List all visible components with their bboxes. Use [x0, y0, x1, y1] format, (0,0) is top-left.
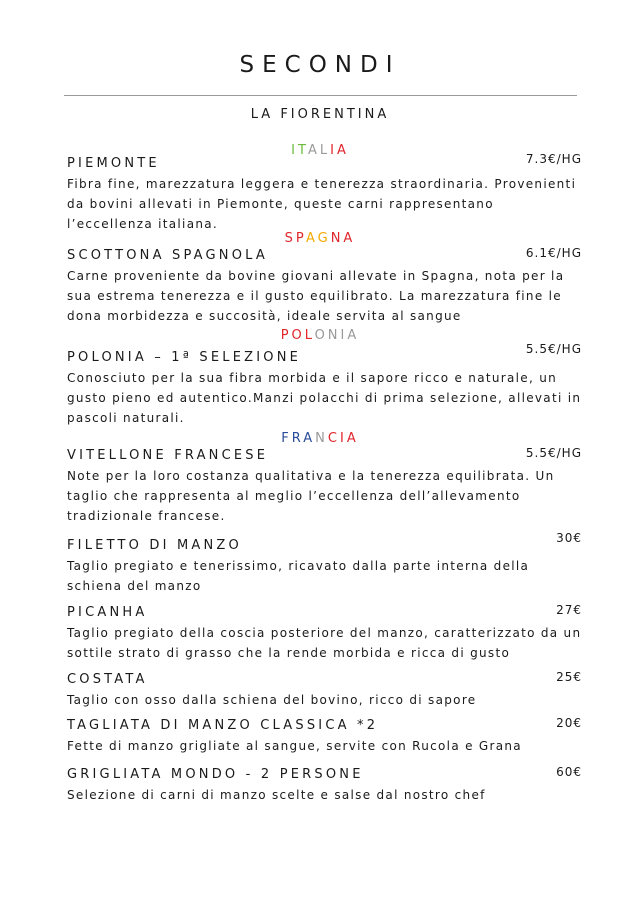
item-description: Selezione di carni di manzo scelte e salse dal nostro chef	[67, 788, 486, 802]
menu-item	[67, 716, 582, 756]
item-description: Fibra fine, marezzatura leggera e tenerezza straordinaria. Provenienti da bovini allevati in Piemonte, queste carni rappresentano l’eccellenza italiana.	[67, 177, 577, 231]
country-letter: R	[291, 431, 304, 446]
item-price: 6.1€/HG	[525, 246, 582, 260]
item-name: PICANHA	[67, 605, 148, 620]
item-price: 5.5€/HG	[525, 342, 582, 356]
item-description: Taglio pregiato e tenerissimo, ricavato dalla parte interna della schiena del manzo	[67, 559, 530, 593]
item-description: Conosciuto per la sua fibra morbida e il sapore ricco e naturale, un gusto pieno ed autentico.Manzi polacchi di prima selezione, allevati in pascoli naturali.	[67, 371, 582, 425]
item-name: COSTATA	[67, 672, 148, 687]
item-price: 7.3€/HG	[525, 152, 582, 166]
menu-item	[67, 446, 582, 526]
country-letter: N	[330, 231, 344, 246]
item-description: Carne proveniente da bovine giovani allevate in Spagna, nota per la sua estrema tenerezza e il gusto equilibrato. La marezzatura fine le dona morbidezza e succosità, ideale servita al sangue	[67, 269, 565, 323]
country-letter: P	[280, 328, 292, 343]
item-price: 5.5€/HG	[525, 446, 582, 460]
item-name: GRIGLIATA MONDO - 2 PERSONE	[67, 767, 364, 782]
item-description: Taglio pregiato della coscia posteriore del manzo, caratterizzato da un sottile strato di grasso che la rende morbida e ricca di gusto	[67, 626, 582, 660]
country-francia	[0, 431, 640, 446]
menu-item	[67, 670, 582, 710]
country-letter: A	[343, 231, 356, 246]
menu-item	[67, 154, 582, 234]
item-name: SCOTTONA SPAGNOLA	[67, 248, 268, 263]
section-subtitle: LA FIORENTINA	[250, 107, 390, 122]
menu-item	[67, 531, 582, 596]
country-letter: P	[295, 231, 306, 246]
country-polonia	[0, 328, 640, 343]
country-letter: L	[319, 143, 331, 158]
country-letter: N	[315, 431, 328, 446]
item-name: TAGLIATA DI MANZO CLASSICA *2	[67, 718, 379, 733]
item-price: 20€	[556, 716, 582, 730]
menu-item	[67, 603, 582, 663]
country-letter: I	[339, 431, 347, 446]
item-name: FILETTO DI MANZO	[67, 538, 242, 553]
country-letter: L	[304, 328, 315, 343]
country-letter: A	[346, 431, 359, 446]
item-name: POLONIA – 1ª SELEZIONE	[67, 350, 302, 365]
divider	[64, 95, 577, 96]
country-letter: O	[291, 328, 305, 343]
country-letter: C	[327, 431, 340, 446]
country-letter: F	[281, 431, 292, 446]
country-letter: A	[303, 431, 316, 446]
item-description: Taglio con osso dalla schiena del bovino, ricco di sapore	[67, 693, 477, 707]
item-description: Note per la loro costanza qualitativa e la tenerezza equilibrata. Un taglio che rappresenta al meglio l’eccellenza dell’allevamento tradizionale francese.	[67, 469, 555, 523]
country-letter: A	[307, 143, 320, 158]
country-letter: I	[330, 143, 337, 158]
item-price: 30€	[556, 531, 582, 545]
country-letter: G	[317, 231, 331, 246]
country-letter: A	[347, 328, 360, 343]
country-letter: A	[305, 231, 318, 246]
item-price: 27€	[556, 603, 582, 617]
country-letter: S	[284, 231, 296, 246]
item-price: 25€	[556, 670, 582, 684]
country-letter: I	[340, 328, 348, 343]
country-letter: A	[336, 143, 349, 158]
item-description: Fette di manzo grigliate al sangue, servite con Rucola e Grana	[67, 739, 522, 753]
country-letter: T	[298, 143, 308, 158]
item-price: 60€	[556, 765, 582, 779]
menu-item	[67, 765, 582, 805]
country-letter: N	[327, 328, 341, 343]
item-name: VITELLONE FRANCESE	[67, 448, 269, 463]
menu-item	[67, 246, 582, 326]
country-letter: I	[291, 143, 298, 158]
menu-item	[67, 342, 582, 428]
page-title: SECONDI	[239, 52, 401, 78]
country-letter: O	[314, 328, 328, 343]
item-name: PIEMONTE	[67, 156, 160, 171]
